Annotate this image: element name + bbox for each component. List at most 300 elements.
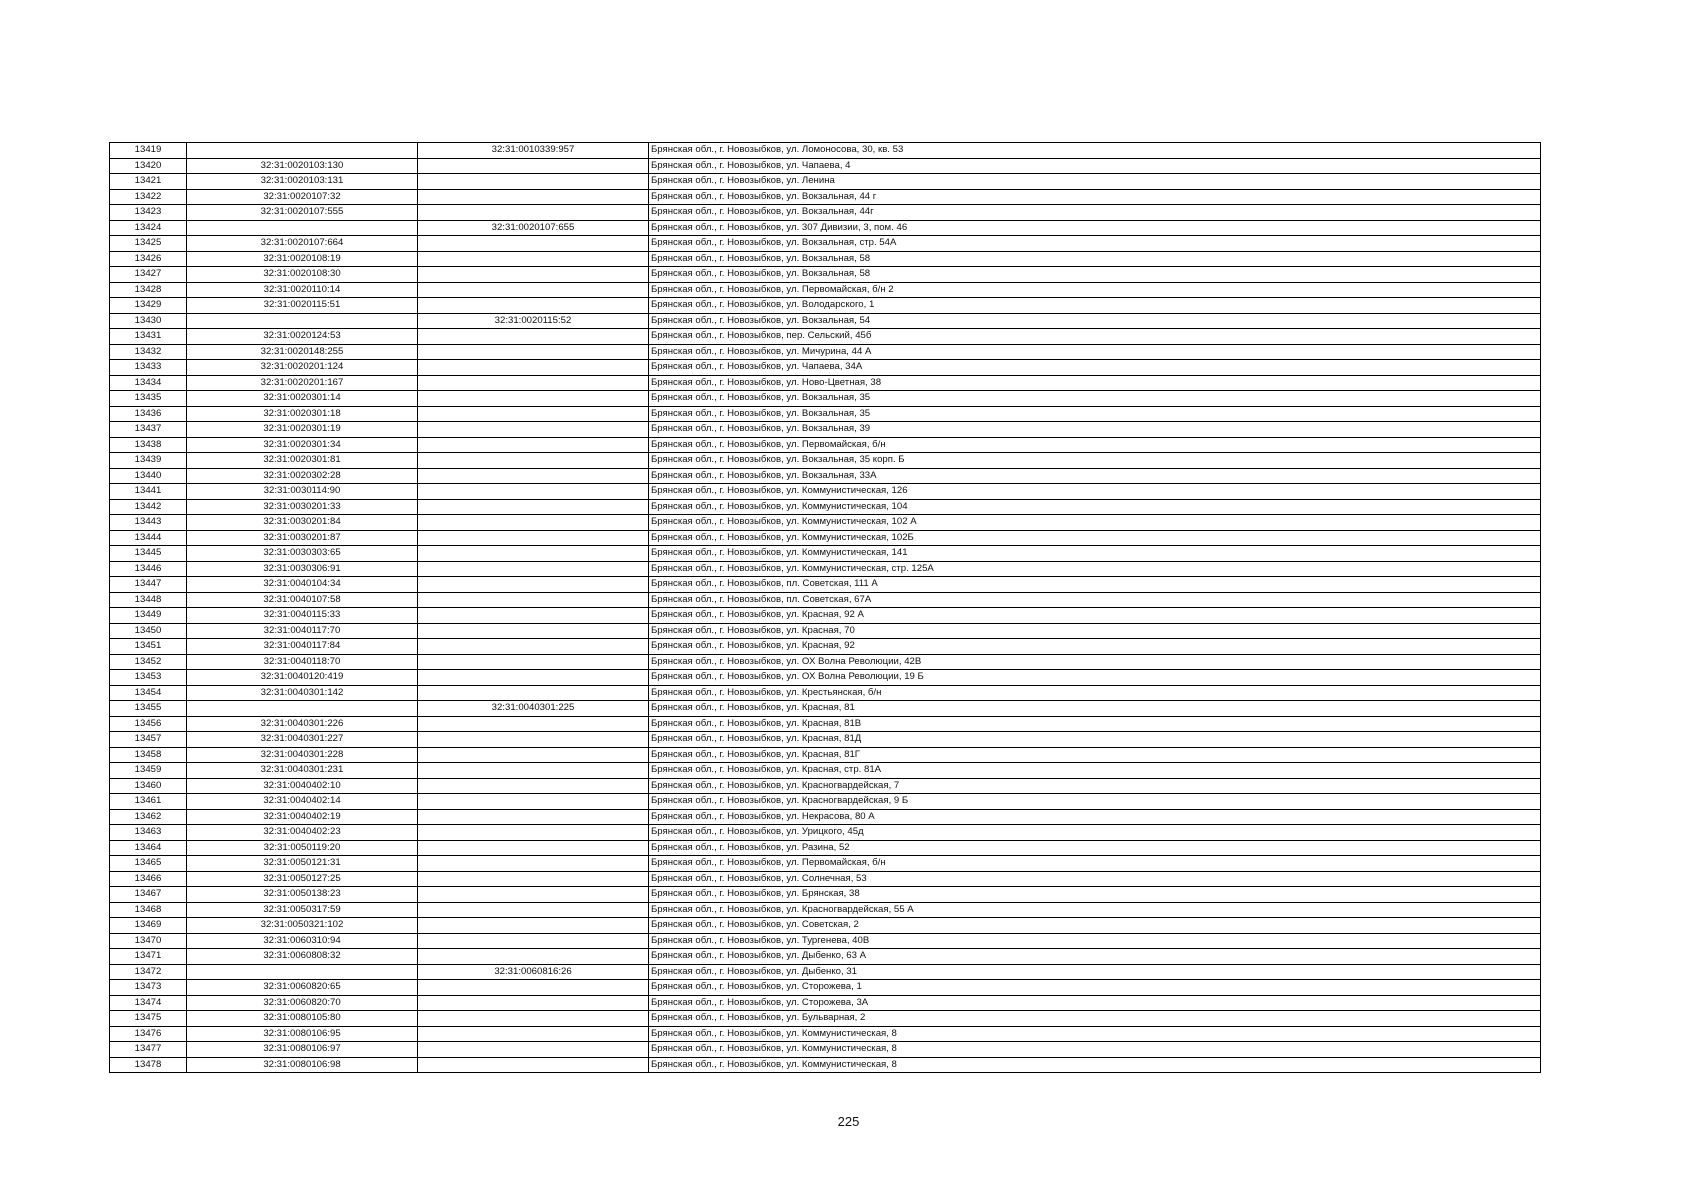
row-number-cell: 13425 (110, 236, 187, 252)
cadastral-number-alt-cell: 32:31:0010339:957 (418, 143, 649, 159)
table-row (110, 608, 1541, 624)
table-row (110, 949, 1541, 965)
cadastral-number-cell: 32:31:0020124:53 (187, 329, 418, 345)
table-row (110, 887, 1541, 903)
cadastral-number-cell: 32:31:0060820:70 (187, 995, 418, 1011)
cadastral-number-cell: 32:31:0020115:51 (187, 298, 418, 314)
cadastral-number-cell: 32:31:0040107:58 (187, 592, 418, 608)
row-number-cell: 13436 (110, 406, 187, 422)
cadastral-number-cell: 32:31:0020107:664 (187, 236, 418, 252)
table-row (110, 964, 1541, 980)
address-cell: Брянская обл., г. Новозыбков, ул. Ломоносова, 30, кв. 53 (649, 143, 1541, 159)
table-row (110, 406, 1541, 422)
cadastral-number-alt-cell (418, 732, 649, 748)
cadastral-number-cell: 32:31:0020108:30 (187, 267, 418, 283)
row-number-cell: 13463 (110, 825, 187, 841)
address-cell: Брянская обл., г. Новозыбков, ул. Вокзальная, 39 (649, 422, 1541, 438)
cadastral-number-alt-cell (418, 344, 649, 360)
cadastral-number-alt-cell (418, 499, 649, 515)
table-row (110, 716, 1541, 732)
cadastral-number-alt-cell (418, 158, 649, 174)
address-cell: Брянская обл., г. Новозыбков, ул. Коммунистическая, 104 (649, 499, 1541, 515)
row-number-cell: 13469 (110, 918, 187, 934)
cadastral-number-alt-cell (418, 778, 649, 794)
table-row (110, 902, 1541, 918)
address-cell: Брянская обл., г. Новозыбков, ул. Брянская, 38 (649, 887, 1541, 903)
cadastral-number-cell: 32:31:0080106:95 (187, 1026, 418, 1042)
row-number-cell: 13440 (110, 468, 187, 484)
cadastral-number-cell: 32:31:0050119:20 (187, 840, 418, 856)
cadastral-number-alt-cell (418, 980, 649, 996)
cadastral-number-cell: 32:31:0060808:32 (187, 949, 418, 965)
cadastral-number-alt-cell (418, 422, 649, 438)
cadastral-number-alt-cell (418, 360, 649, 376)
cadastral-number-alt-cell (418, 685, 649, 701)
address-cell: Брянская обл., г. Новозыбков, пл. Советская, 67А (649, 592, 1541, 608)
cadastral-number-alt-cell (418, 747, 649, 763)
cadastral-number-alt-cell (418, 670, 649, 686)
address-cell: Брянская обл., г. Новозыбков, ул. Красная, 81Г (649, 747, 1541, 763)
table-row (110, 158, 1541, 174)
cadastral-number-alt-cell (418, 515, 649, 531)
row-number-cell: 13455 (110, 701, 187, 717)
address-cell: Брянская обл., г. Новозыбков, ул. Дыбенко, 31 (649, 964, 1541, 980)
cadastral-number-cell: 32:31:0040120:419 (187, 670, 418, 686)
row-number-cell: 13426 (110, 251, 187, 267)
row-number-cell: 13446 (110, 561, 187, 577)
table-row (110, 670, 1541, 686)
address-cell: Брянская обл., г. Новозыбков, ул. Вокзальная, 44г (649, 205, 1541, 221)
cadastral-number-cell: 32:31:0040115:33 (187, 608, 418, 624)
table-row (110, 809, 1541, 825)
row-number-cell: 13419 (110, 143, 187, 159)
cadastral-number-cell: 32:31:0040301:228 (187, 747, 418, 763)
row-number-cell: 13435 (110, 391, 187, 407)
row-number-cell: 13477 (110, 1042, 187, 1058)
row-number-cell: 13475 (110, 1011, 187, 1027)
address-cell: Брянская обл., г. Новозыбков, ул. ОХ Волна Революции, 19 Б (649, 670, 1541, 686)
cadastral-number-alt-cell (418, 282, 649, 298)
cadastral-number-alt-cell (418, 623, 649, 639)
address-cell: Брянская обл., г. Новозыбков, ул. Первомайская, б/н (649, 437, 1541, 453)
cadastral-number-alt-cell (418, 1011, 649, 1027)
row-number-cell: 13449 (110, 608, 187, 624)
cadastral-number-cell: 32:31:0020301:18 (187, 406, 418, 422)
row-number-cell: 13474 (110, 995, 187, 1011)
row-number-cell: 13429 (110, 298, 187, 314)
cadastral-number-alt-cell (418, 329, 649, 345)
row-number-cell: 13424 (110, 220, 187, 236)
address-cell: Брянская обл., г. Новозыбков, ул. Володарского, 1 (649, 298, 1541, 314)
cadastral-number-alt-cell (418, 546, 649, 562)
cadastral-number-alt-cell (418, 1042, 649, 1058)
address-cell: Брянская обл., г. Новозыбков, ул. Вокзальная, 54 (649, 313, 1541, 329)
address-cell: Брянская обл., г. Новозыбков, ул. Сторожева, 3А (649, 995, 1541, 1011)
row-number-cell: 13473 (110, 980, 187, 996)
row-number-cell: 13430 (110, 313, 187, 329)
cadastral-number-alt-cell (418, 406, 649, 422)
cadastral-number-cell: 32:31:0020103:130 (187, 158, 418, 174)
table-row (110, 1057, 1541, 1073)
cadastral-number-alt-cell (418, 809, 649, 825)
table-row (110, 205, 1541, 221)
cadastral-number-cell: 32:31:0040301:226 (187, 716, 418, 732)
cadastral-number-cell: 32:31:0020302:28 (187, 468, 418, 484)
cadastral-number-cell (187, 313, 418, 329)
row-number-cell: 13443 (110, 515, 187, 531)
row-number-cell: 13450 (110, 623, 187, 639)
cadastral-number-cell: 32:31:0020108:19 (187, 251, 418, 267)
row-number-cell: 13461 (110, 794, 187, 810)
cadastral-number-alt-cell (418, 1026, 649, 1042)
address-cell: Брянская обл., г. Новозыбков, пер. Сельский, 45б (649, 329, 1541, 345)
table-row (110, 375, 1541, 391)
table-row (110, 577, 1541, 593)
cadastral-number-alt-cell (418, 189, 649, 205)
cadastral-number-alt-cell: 32:31:0060816:26 (418, 964, 649, 980)
row-number-cell: 13472 (110, 964, 187, 980)
row-number-cell: 13420 (110, 158, 187, 174)
table-row (110, 654, 1541, 670)
cadastral-number-alt-cell (418, 856, 649, 872)
row-number-cell: 13438 (110, 437, 187, 453)
table-row (110, 267, 1541, 283)
address-cell: Брянская обл., г. Новозыбков, ул. Коммунистическая, 8 (649, 1057, 1541, 1073)
row-number-cell: 13470 (110, 933, 187, 949)
address-cell: Брянская обл., г. Новозыбков, ул. Коммунистическая, 126 (649, 484, 1541, 500)
table-row (110, 1011, 1541, 1027)
cadastral-number-alt-cell: 32:31:0020115:52 (418, 313, 649, 329)
table-row (110, 530, 1541, 546)
cadastral-number-alt-cell (418, 453, 649, 469)
table-row (110, 794, 1541, 810)
cadastral-number-alt-cell: 32:31:0020107:655 (418, 220, 649, 236)
address-cell: Брянская обл., г. Новозыбков, ул. Вокзальная, стр. 54А (649, 236, 1541, 252)
cadastral-number-alt-cell (418, 918, 649, 934)
table-row (110, 747, 1541, 763)
cadastral-number-alt-cell (418, 251, 649, 267)
cadastral-number-cell: 32:31:0040301:227 (187, 732, 418, 748)
row-number-cell: 13447 (110, 577, 187, 593)
cadastral-number-cell: 32:31:0020103:131 (187, 174, 418, 190)
cadastral-number-cell: 32:31:0030306:91 (187, 561, 418, 577)
address-cell: Брянская обл., г. Новозыбков, ул. Красная, 81 (649, 701, 1541, 717)
cadastral-number-cell: 32:31:0020110:14 (187, 282, 418, 298)
cadastral-number-cell: 32:31:0040402:14 (187, 794, 418, 810)
table-row (110, 592, 1541, 608)
table-row (110, 918, 1541, 934)
cadastral-number-alt-cell (418, 468, 649, 484)
row-number-cell: 13478 (110, 1057, 187, 1073)
address-cell: Брянская обл., г. Новозыбков, ул. Чапаева, 34А (649, 360, 1541, 376)
cadastral-number-alt-cell (418, 654, 649, 670)
cadastral-number-cell: 32:31:0030303:65 (187, 546, 418, 562)
address-cell: Брянская обл., г. Новозыбков, ул. Красногвардейская, 55 А (649, 902, 1541, 918)
cadastral-number-cell: 32:31:0030114:90 (187, 484, 418, 500)
table-row (110, 251, 1541, 267)
cadastral-number-cell: 32:31:0060820:65 (187, 980, 418, 996)
cadastral-number-cell: 32:31:0040117:84 (187, 639, 418, 655)
cadastral-number-alt-cell (418, 1057, 649, 1073)
address-cell: Брянская обл., г. Новозыбков, ул. Коммунистическая, 102 А (649, 515, 1541, 531)
cadastral-number-cell: 32:31:0030201:84 (187, 515, 418, 531)
table-row (110, 623, 1541, 639)
cadastral-number-cell: 32:31:0040118:70 (187, 654, 418, 670)
row-number-cell: 13421 (110, 174, 187, 190)
table-row (110, 778, 1541, 794)
table-row (110, 189, 1541, 205)
table-row (110, 344, 1541, 360)
table-row (110, 1042, 1541, 1058)
cadastral-number-alt-cell (418, 995, 649, 1011)
table-row (110, 856, 1541, 872)
address-cell: Брянская обл., г. Новозыбков, ул. Некрасова, 80 А (649, 809, 1541, 825)
cadastral-number-cell: 32:31:0020301:19 (187, 422, 418, 438)
row-number-cell: 13457 (110, 732, 187, 748)
row-number-cell: 13423 (110, 205, 187, 221)
cadastral-number-cell: 32:31:0050138:23 (187, 887, 418, 903)
table-row (110, 236, 1541, 252)
table-row (110, 732, 1541, 748)
table-row (110, 515, 1541, 531)
cadastral-number-alt-cell (418, 205, 649, 221)
cadastral-number-alt-cell (418, 716, 649, 732)
cadastral-number-alt-cell (418, 530, 649, 546)
address-cell: Брянская обл., г. Новозыбков, ул. Крестьянская, б/н (649, 685, 1541, 701)
cadastral-number-alt-cell: 32:31:0040301:225 (418, 701, 649, 717)
row-number-cell: 13448 (110, 592, 187, 608)
table-row (110, 360, 1541, 376)
cadastral-number-cell: 32:31:0080106:98 (187, 1057, 418, 1073)
table-row (110, 825, 1541, 841)
cadastral-number-alt-cell (418, 902, 649, 918)
table-row (110, 329, 1541, 345)
address-cell: Брянская обл., г. Новозыбков, ул. Коммунистическая, 102Б (649, 530, 1541, 546)
cadastral-number-cell: 32:31:0050317:59 (187, 902, 418, 918)
table-row (110, 561, 1541, 577)
row-number-cell: 13441 (110, 484, 187, 500)
table-row (110, 422, 1541, 438)
row-number-cell: 13466 (110, 871, 187, 887)
table-row (110, 639, 1541, 655)
table-row (110, 840, 1541, 856)
row-number-cell: 13459 (110, 763, 187, 779)
row-number-cell: 13445 (110, 546, 187, 562)
cadastral-number-alt-cell (418, 174, 649, 190)
row-number-cell: 13442 (110, 499, 187, 515)
address-cell: Брянская обл., г. Новозыбков, ул. Красная, 92 А (649, 608, 1541, 624)
row-number-cell: 13437 (110, 422, 187, 438)
address-cell: Брянская обл., г. Новозыбков, ул. ОХ Волна Революции, 42В (649, 654, 1541, 670)
cadastral-number-alt-cell (418, 887, 649, 903)
address-cell: Брянская обл., г. Новозыбков, ул. 307 Дивизии, 3, пом. 46 (649, 220, 1541, 236)
address-cell: Брянская обл., г. Новозыбков, ул. Первомайская, б/н (649, 856, 1541, 872)
row-number-cell: 13476 (110, 1026, 187, 1042)
table-row (110, 453, 1541, 469)
table-row (110, 220, 1541, 236)
address-cell: Брянская обл., г. Новозыбков, ул. Коммунистическая, 8 (649, 1026, 1541, 1042)
row-number-cell: 13468 (110, 902, 187, 918)
cadastral-number-cell: 32:31:0020301:81 (187, 453, 418, 469)
table-row (110, 933, 1541, 949)
cadastral-number-cell: 32:31:0040402:10 (187, 778, 418, 794)
cadastral-number-cell: 32:31:0030201:87 (187, 530, 418, 546)
cadastral-number-alt-cell (418, 608, 649, 624)
address-cell: Брянская обл., г. Новозыбков, ул. Красная, стр. 81А (649, 763, 1541, 779)
address-cell: Брянская обл., г. Новозыбков, ул. Коммунистическая, стр. 125А (649, 561, 1541, 577)
row-number-cell: 13462 (110, 809, 187, 825)
table-row (110, 1026, 1541, 1042)
row-number-cell: 13453 (110, 670, 187, 686)
table-row (110, 980, 1541, 996)
address-cell: Брянская обл., г. Новозыбков, ул. Чапаева, 4 (649, 158, 1541, 174)
address-cell: Брянская обл., г. Новозыбков, ул. Красногвардейская, 7 (649, 778, 1541, 794)
cadastral-number-cell (187, 964, 418, 980)
cadastral-number-alt-cell (418, 437, 649, 453)
address-cell: Брянская обл., г. Новозыбков, ул. Красногвардейская, 9 Б (649, 794, 1541, 810)
address-cell: Брянская обл., г. Новозыбков, ул. Разина, 52 (649, 840, 1541, 856)
address-cell: Брянская обл., г. Новозыбков, ул. Первомайская, б/н 2 (649, 282, 1541, 298)
cadastral-number-cell: 32:31:0020301:14 (187, 391, 418, 407)
address-cell: Брянская обл., г. Новозыбков, ул. Вокзальная, 44 г (649, 189, 1541, 205)
address-cell: Брянская обл., г. Новозыбков, ул. Вокзальная, 35 (649, 406, 1541, 422)
address-cell: Брянская обл., г. Новозыбков, ул. Сторожева, 1 (649, 980, 1541, 996)
cadastral-number-alt-cell (418, 825, 649, 841)
address-cell: Брянская обл., г. Новозыбков, ул. Дыбенко, 63 А (649, 949, 1541, 965)
cadastral-number-cell: 32:31:0050127:25 (187, 871, 418, 887)
cadastral-number-alt-cell (418, 391, 649, 407)
row-number-cell: 13467 (110, 887, 187, 903)
cadastral-number-cell: 32:31:0060310:94 (187, 933, 418, 949)
table-row (110, 298, 1541, 314)
cadastral-number-cell (187, 701, 418, 717)
cadastral-number-cell: 32:31:0040104:34 (187, 577, 418, 593)
cadastral-number-alt-cell (418, 933, 649, 949)
address-cell: Брянская обл., г. Новозыбков, ул. Вокзальная, 35 (649, 391, 1541, 407)
address-cell: Брянская обл., г. Новозыбков, ул. Вокзальная, 33А (649, 468, 1541, 484)
row-number-cell: 13460 (110, 778, 187, 794)
cadastral-number-cell (187, 143, 418, 159)
cadastral-number-cell: 32:31:0030201:33 (187, 499, 418, 515)
table-row (110, 499, 1541, 515)
table-row (110, 313, 1541, 329)
row-number-cell: 13465 (110, 856, 187, 872)
table-row (110, 763, 1541, 779)
cadastral-number-cell: 32:31:0080105:80 (187, 1011, 418, 1027)
cadastral-number-cell: 32:31:0040301:142 (187, 685, 418, 701)
row-number-cell: 13456 (110, 716, 187, 732)
row-number-cell: 13434 (110, 375, 187, 391)
cadastral-number-alt-cell (418, 577, 649, 593)
row-number-cell: 13428 (110, 282, 187, 298)
table-row (110, 174, 1541, 190)
address-cell: Брянская обл., г. Новозыбков, ул. Ленина (649, 174, 1541, 190)
address-cell: Брянская обл., г. Новозыбков, ул. Урицкого, 45д (649, 825, 1541, 841)
cadastral-number-alt-cell (418, 949, 649, 965)
address-cell: Брянская обл., г. Новозыбков, ул. Красная, 81Д (649, 732, 1541, 748)
table-row (110, 546, 1541, 562)
table-row (110, 995, 1541, 1011)
row-number-cell: 13451 (110, 639, 187, 655)
registry-table (109, 142, 1541, 1073)
cadastral-number-alt-cell (418, 639, 649, 655)
row-number-cell: 13432 (110, 344, 187, 360)
table-row (110, 143, 1541, 159)
cadastral-number-alt-cell (418, 484, 649, 500)
address-cell: Брянская обл., г. Новозыбков, пл. Советская, 111 А (649, 577, 1541, 593)
address-cell: Брянская обл., г. Новозыбков, ул. Красная, 70 (649, 623, 1541, 639)
cadastral-number-cell: 32:31:0080106:97 (187, 1042, 418, 1058)
table-row (110, 468, 1541, 484)
cadastral-number-cell: 32:31:0050121:31 (187, 856, 418, 872)
row-number-cell: 13431 (110, 329, 187, 345)
cadastral-number-alt-cell (418, 236, 649, 252)
cadastral-number-alt-cell (418, 840, 649, 856)
page-number: 225 (837, 1114, 860, 1129)
row-number-cell: 13439 (110, 453, 187, 469)
cadastral-number-alt-cell (418, 592, 649, 608)
cadastral-number-cell: 32:31:0020201:167 (187, 375, 418, 391)
address-cell: Брянская обл., г. Новозыбков, ул. Мичурина, 44 А (649, 344, 1541, 360)
table-row (110, 391, 1541, 407)
table-row (110, 685, 1541, 701)
table-row (110, 437, 1541, 453)
cadastral-number-cell: 32:31:0040301:231 (187, 763, 418, 779)
cadastral-number-cell: 32:31:0050321:102 (187, 918, 418, 934)
row-number-cell: 13433 (110, 360, 187, 376)
address-cell: Брянская обл., г. Новозыбков, ул. Красная, 81В (649, 716, 1541, 732)
row-number-cell: 13464 (110, 840, 187, 856)
cadastral-number-alt-cell (418, 763, 649, 779)
cadastral-number-cell: 32:31:0020107:555 (187, 205, 418, 221)
cadastral-number-cell: 32:31:0040402:19 (187, 809, 418, 825)
row-number-cell: 13427 (110, 267, 187, 283)
row-number-cell: 13452 (110, 654, 187, 670)
cadastral-number-alt-cell (418, 375, 649, 391)
address-cell: Брянская обл., г. Новозыбков, ул. Советская, 2 (649, 918, 1541, 934)
cadastral-number-cell (187, 220, 418, 236)
cadastral-number-cell: 32:31:0040117:70 (187, 623, 418, 639)
address-cell: Брянская обл., г. Новозыбков, ул. Солнечная, 53 (649, 871, 1541, 887)
cadastral-number-cell: 32:31:0020107:32 (187, 189, 418, 205)
address-cell: Брянская обл., г. Новозыбков, ул. Ново-Цветная, 38 (649, 375, 1541, 391)
address-cell: Брянская обл., г. Новозыбков, ул. Вокзальная, 58 (649, 251, 1541, 267)
row-number-cell: 13422 (110, 189, 187, 205)
address-cell: Брянская обл., г. Новозыбков, ул. Красная, 92 (649, 639, 1541, 655)
cadastral-number-alt-cell (418, 298, 649, 314)
table-row (110, 484, 1541, 500)
cadastral-number-cell: 32:31:0020201:124 (187, 360, 418, 376)
row-number-cell: 13454 (110, 685, 187, 701)
cadastral-number-alt-cell (418, 871, 649, 887)
table-row (110, 871, 1541, 887)
cadastral-number-alt-cell (418, 794, 649, 810)
address-cell: Брянская обл., г. Новозыбков, ул. Коммунистическая, 141 (649, 546, 1541, 562)
row-number-cell: 13458 (110, 747, 187, 763)
address-cell: Брянская обл., г. Новозыбков, ул. Коммунистическая, 8 (649, 1042, 1541, 1058)
address-cell: Брянская обл., г. Новозыбков, ул. Вокзальная, 35 корп. Б (649, 453, 1541, 469)
table-row (110, 701, 1541, 717)
address-cell: Брянская обл., г. Новозыбков, ул. Тургенева, 40В (649, 933, 1541, 949)
cadastral-number-cell: 32:31:0020301:34 (187, 437, 418, 453)
cadastral-number-alt-cell (418, 561, 649, 577)
row-number-cell: 13444 (110, 530, 187, 546)
table-row (110, 282, 1541, 298)
address-cell: Брянская обл., г. Новозыбков, ул. Бульварная, 2 (649, 1011, 1541, 1027)
row-number-cell: 13471 (110, 949, 187, 965)
address-cell: Брянская обл., г. Новозыбков, ул. Вокзальная, 58 (649, 267, 1541, 283)
cadastral-number-cell: 32:31:0020148:255 (187, 344, 418, 360)
